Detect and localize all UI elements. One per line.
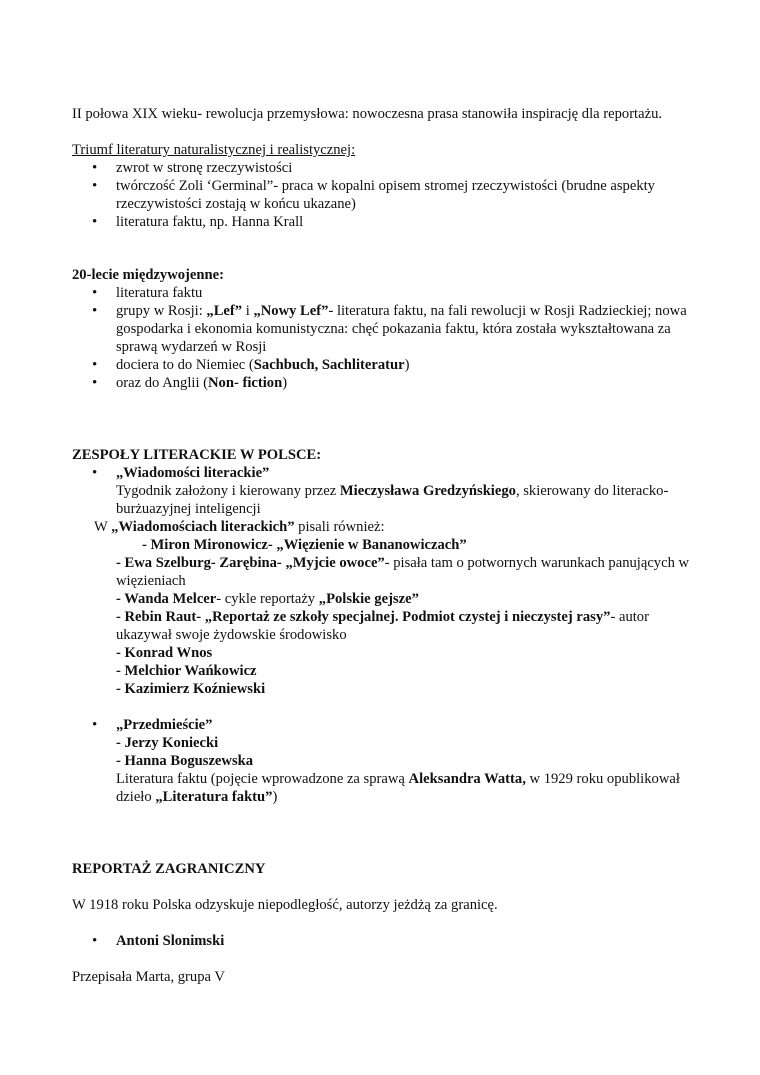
list-item: • literatura faktu, np. Hanna Krall xyxy=(72,213,692,231)
author-konrad: - Konrad Wnos xyxy=(116,645,213,661)
zespoly-heading: ZESPOŁY LITERACKIE W POLSCE: xyxy=(72,447,322,463)
author-wanda: - Wanda Melcer- cykle reportaży „Polskie gejsze” xyxy=(116,591,419,607)
zagraniczny-heading: REPORTAŻ ZAGRANICZNY xyxy=(72,861,266,877)
triumf-list xyxy=(72,159,692,231)
zagraniczny-list xyxy=(72,932,692,950)
author-rebin: - Rebin Raut- „Reportaż ze szkoły specjalnej. Podmiot czystej i nieczystej rasy”- autor ukazywał swoje żydowskie środowisko xyxy=(116,609,649,643)
interwar-list xyxy=(72,284,692,392)
list-item: • „Wiadomości literackie” xyxy=(72,464,692,482)
list-item: • grupy w Rosji: „Lef” i „Nowy Lef”- literatura faktu, na fali rewolucji w Rosji Radzieckiej; nowa gospodarka i ekonomia komunistyczna: chęć pokazania faktu, która została wykształtowana za sprawą wydarzeń w Rosji xyxy=(72,302,692,356)
author-jerzy: - Jerzy Koniecki xyxy=(116,735,219,751)
author-miron: - Miron Mironowicz- „Więzienie w Bananowiczach” xyxy=(142,537,467,553)
document-page xyxy=(72,105,692,986)
wiadomosci-authors-line: W „Wiadomościach literackich” pisali również: xyxy=(94,519,385,535)
intro-paragraph: II połowa XIX wieku- rewolucja przemysłowa: nowoczesna prasa stanowiła inspirację dla reportażu. xyxy=(72,106,663,122)
list-item: • Antoni Slonimski xyxy=(72,932,692,950)
footer-note: Przepisała Marta, grupa V xyxy=(72,969,225,985)
wiadomosci-description: Tygodnik założony i kierowany przez Mieczysława Gredzyńskiego, skierowany do literacko- burżuazyjnej inteligencji xyxy=(116,483,669,517)
author-kazimierz: - Kazimierz Koźniewski xyxy=(116,681,266,697)
zagraniczny-paragraph: W 1918 roku Polska odzyskuje niepodległość, autorzy jeżdżą za granicę. xyxy=(72,897,498,913)
list-item: • „Przedmieście” xyxy=(72,716,692,734)
list-item: • literatura faktu xyxy=(72,284,692,302)
zespoly-list xyxy=(72,464,692,482)
literatura-faktu-note: Literatura faktu (pojęcie wprowadzone za sprawą Aleksandra Watta, w 1929 roku opublikował dzieło „Literatura faktu”) xyxy=(116,771,680,805)
list-item: • oraz do Anglii (Non- fiction) xyxy=(72,374,692,392)
author-melchior: - Melchior Wańkowicz xyxy=(116,663,257,679)
author-hanna: - Hanna Boguszewska xyxy=(116,753,254,769)
interwar-heading: 20-lecie międzywojenne: xyxy=(72,267,224,283)
author-ewa: - Ewa Szelburg- Zarębina- „Myjcie owoce”- pisała tam o potwornych warunkach panujących w więzieniach xyxy=(116,555,690,589)
list-item: • zwrot w stronę rzeczywistości xyxy=(72,159,692,177)
list-item: • twórczość Zoli ‘Germinal”- praca w kopalni opisem stromej rzeczywistości (brudne aspekty rzeczywistości zostają w końcu ukazane) xyxy=(72,177,692,213)
triumf-heading: Triumf literatury naturalistycznej i realistycznej: xyxy=(72,142,356,158)
list-item: • dociera to do Niemiec (Sachbuch, Sachliteratur) xyxy=(72,356,692,374)
przedmiescie-list xyxy=(72,716,692,734)
